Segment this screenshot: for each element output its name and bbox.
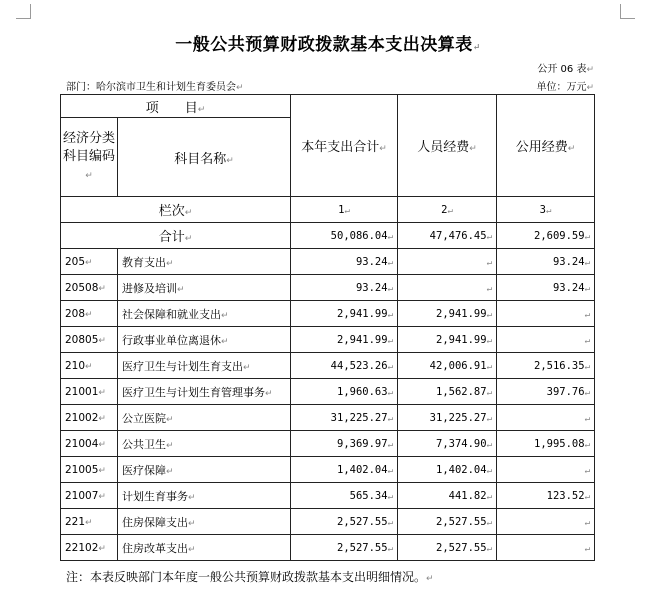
header-total: 本年支出合计↵ [291, 95, 398, 197]
row-subject-name: 住房保障支出↵ [118, 509, 291, 535]
row-personnel: 1,402.04↵ [398, 457, 497, 483]
column-number-row [61, 197, 595, 223]
crop-mark-top-left [16, 4, 31, 19]
footnote: 注：本表反映部门本年度一般公共预算财政拨款基本支出明细情况。↵ [66, 570, 434, 584]
table-row [61, 327, 595, 353]
row-code: 20805↵ [61, 327, 118, 353]
total-public: 2,609.59↵ [497, 223, 595, 249]
row-total: 44,523.26↵ [291, 353, 398, 379]
row-public: ↵ [497, 327, 595, 353]
row-code: 208↵ [61, 301, 118, 327]
total-personnel: 47,476.45↵ [398, 223, 497, 249]
row-code: 221↵ [61, 509, 118, 535]
row-subject-name: 进修及培训↵ [118, 275, 291, 301]
row-code: 21007↵ [61, 483, 118, 509]
table-row [61, 431, 595, 457]
row-subject-name: 公共卫生↵ [118, 431, 291, 457]
header-row-project [61, 95, 595, 118]
table-row [61, 457, 595, 483]
row-public: 397.76↵ [497, 379, 595, 405]
header-personnel: 人员经费↵ [398, 95, 497, 197]
row-subject-name: 社会保障和就业支出↵ [118, 301, 291, 327]
table-row [61, 249, 595, 275]
row-public: ↵ [497, 457, 595, 483]
row-personnel: 2,941.99↵ [398, 327, 497, 353]
row-subject-name: 医疗卫生与计划生育管理事务↵ [118, 379, 291, 405]
row-total: 93.24↵ [291, 275, 398, 301]
row-public: ↵ [497, 509, 595, 535]
row-public: 93.24↵ [497, 249, 595, 275]
row-subject-name: 公立医院↵ [118, 405, 291, 431]
row-public: ↵ [497, 535, 595, 561]
row-public: 123.52↵ [497, 483, 595, 509]
table-row [61, 301, 595, 327]
row-personnel: 2,527.55↵ [398, 535, 497, 561]
column-number-3: 3↵ [497, 197, 595, 223]
header-subject-name: 科目名称↵ [118, 118, 291, 197]
row-total: 1,402.04↵ [291, 457, 398, 483]
row-total: 31,225.27↵ [291, 405, 398, 431]
row-total: 1,960.63↵ [291, 379, 398, 405]
row-personnel: 2,527.55↵ [398, 509, 497, 535]
row-subject-name: 住房改革支出↵ [118, 535, 291, 561]
row-public: 93.24↵ [497, 275, 595, 301]
table-row [61, 535, 595, 561]
row-code: 210↵ [61, 353, 118, 379]
table-code: 公开 06 表↵ [537, 64, 594, 75]
total-label: 合计↵ [61, 223, 291, 249]
row-total: 2,941.99↵ [291, 301, 398, 327]
table-row [61, 275, 595, 301]
row-total: 2,941.99↵ [291, 327, 398, 353]
row-public: ↵ [497, 405, 595, 431]
row-subject-name: 医疗卫生与计划生育支出↵ [118, 353, 291, 379]
row-subject-name: 计划生育事务↵ [118, 483, 291, 509]
row-code: 21001↵ [61, 379, 118, 405]
row-personnel: 31,225.27↵ [398, 405, 497, 431]
row-code: 205↵ [61, 249, 118, 275]
row-code: 20508↵ [61, 275, 118, 301]
row-total: 2,527.55↵ [291, 535, 398, 561]
header-econ-code: 经济分类科目编码↵ [61, 118, 118, 197]
table-row [61, 483, 595, 509]
column-number-2: 2↵ [398, 197, 497, 223]
row-public: ↵ [497, 301, 595, 327]
row-subject-name: 行政事业单位离退休↵ [118, 327, 291, 353]
column-number-1: 1↵ [291, 197, 398, 223]
row-total: 93.24↵ [291, 249, 398, 275]
department-label: 部门：哈尔滨市卫生和计划生育委员会↵ [66, 82, 244, 93]
table-row [61, 379, 595, 405]
table-row [61, 353, 595, 379]
row-personnel: 7,374.90↵ [398, 431, 497, 457]
row-personnel: 2,941.99↵ [398, 301, 497, 327]
row-personnel: ↵ [398, 275, 497, 301]
row-total: 2,527.55↵ [291, 509, 398, 535]
row-code: 21005↵ [61, 457, 118, 483]
budget-table [60, 94, 595, 561]
document-title: 一般公共预算财政拨款基本支出决算表↵ [175, 35, 481, 55]
row-public: 1,995.08↵ [497, 431, 595, 457]
row-personnel: 42,006.91↵ [398, 353, 497, 379]
header-project: 项 目↵ [61, 95, 291, 118]
row-total: 565.34↵ [291, 483, 398, 509]
total-row [61, 223, 595, 249]
row-code: 22102↵ [61, 535, 118, 561]
header-public: 公用经费↵ [497, 95, 595, 197]
row-subject-name: 医疗保障↵ [118, 457, 291, 483]
row-public: 2,516.35↵ [497, 353, 595, 379]
row-code: 21002↵ [61, 405, 118, 431]
column-label: 栏次↵ [61, 197, 291, 223]
row-subject-name: 教育支出↵ [118, 249, 291, 275]
row-total: 9,369.97↵ [291, 431, 398, 457]
row-personnel: 1,562.87↵ [398, 379, 497, 405]
crop-mark-top-right [620, 4, 635, 19]
row-code: 21004↵ [61, 431, 118, 457]
total-amount: 50,086.04↵ [291, 223, 398, 249]
row-personnel: 441.82↵ [398, 483, 497, 509]
table-row [61, 405, 595, 431]
row-personnel: ↵ [398, 249, 497, 275]
unit-label: 单位：万元↵ [536, 82, 594, 93]
table-row [61, 509, 595, 535]
